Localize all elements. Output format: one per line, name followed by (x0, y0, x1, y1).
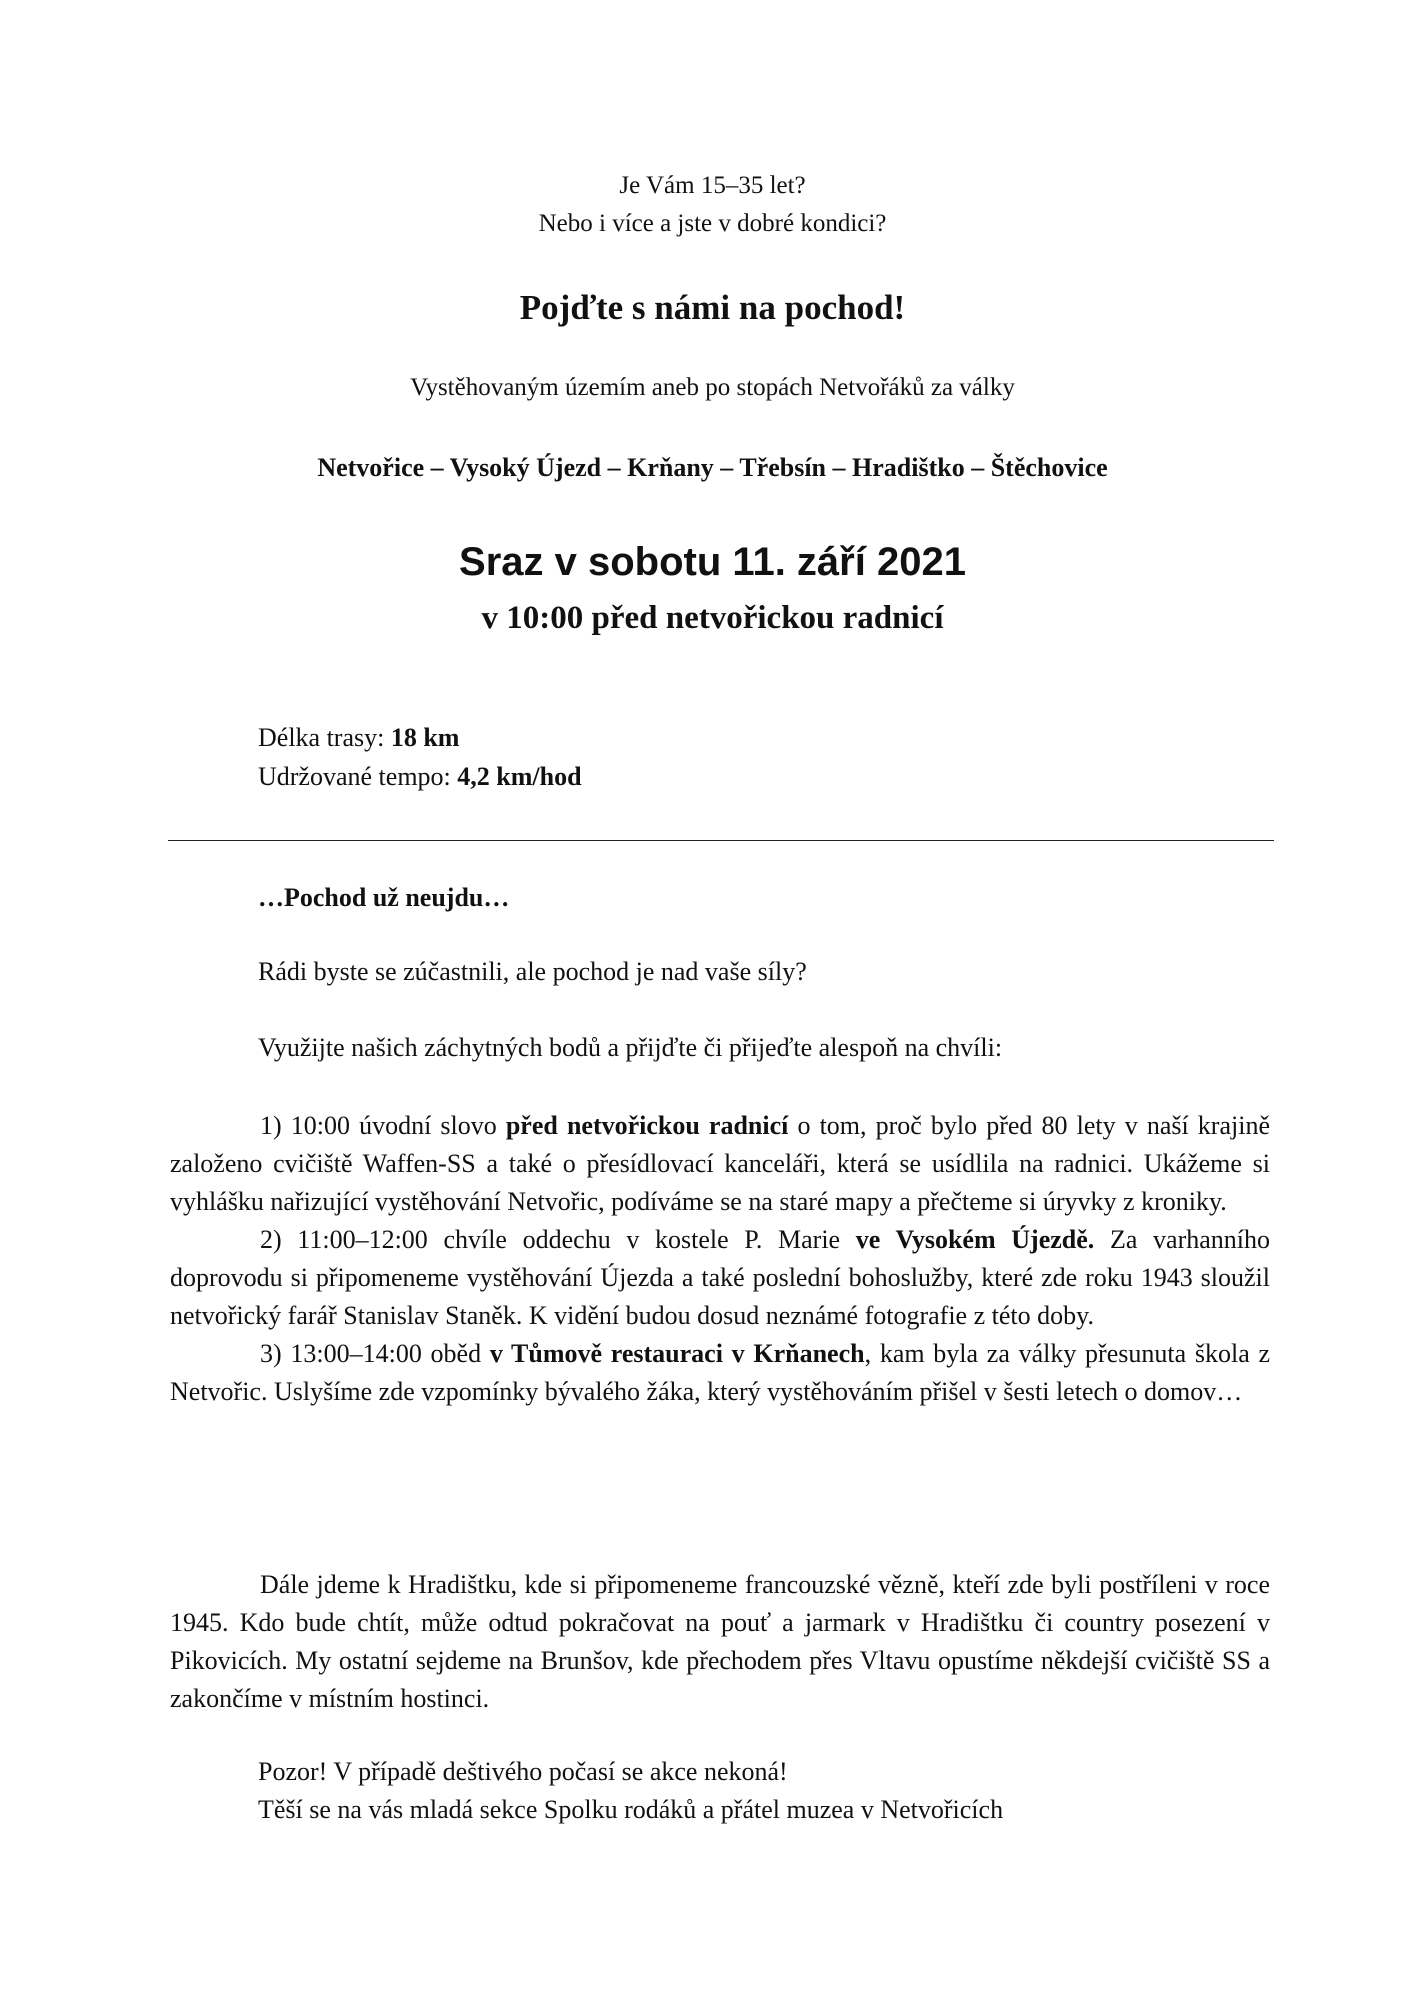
alt-question: Rádi byste se zúčastnili, ale pochod je nad vaše síly? (258, 957, 807, 986)
stops-list (170, 1107, 1270, 1411)
list-item: 2) 11:00–12:00 chvíle oddechu v kostele P. Marie ve Vysokém Újezdě. Za varhanního doprovodu si připomeneme vystěhování Újezda a také poslední bohoslužby, které zde roku 1943 sloužil netvořický farář Stanislav Staněk. K vidění budou dosud neznámé fotografie z této doby. (170, 1225, 1270, 1330)
trail-tempo-label: Udržované tempo: (258, 762, 451, 791)
continuation-paragraph: Dále jdeme k Hradištku, kde si připomeneme francouzské vězně, kteří zde byli postříleni v roce 1945. Kdo bude chtít, může odtud pokračovat na pouť a jarmark v Hradištku či country posezení v Pikovicích. My ostatní sejdeme na Brunšov, kde přechodem přes Vltavu opustíme někdejší cvičiště SS a zakončíme v místním hostinci. (170, 1570, 1270, 1713)
divider (168, 840, 1274, 841)
page-title: Pojďte s námi na pochod! (519, 288, 906, 327)
trail-length-value: 18 km (390, 723, 460, 752)
route-line: Netvořice – Vysoký Újezd – Krňany – Třebsín – Hradištko – Štěchovice (317, 453, 1108, 482)
subtitle: Vystěhovaným územím aneb po stopách Netvořáků za války (410, 374, 1015, 401)
signature: Těší se na vás mladá sekce Spolku rodáků a přátel muzea v Netvořicích (258, 1795, 1004, 1824)
list-item: 3) 13:00–14:00 oběd v Tůmově restauraci v Krňanech, kam byla za války přesunuta škola z Netvořic. Uslyšíme zde vzpomínky bývalého žáka, který vystěhováním přišel v šesti letech o domov… (170, 1339, 1270, 1406)
trail-length (258, 723, 459, 753)
intro-fitness-question: Nebo i více a jste v dobré kondici? (538, 210, 887, 237)
trail-tempo-value: 4,2 km/hod (457, 762, 582, 791)
trail-length-label: Délka trasy: (258, 723, 385, 752)
intro-age-question: Je Vám 15–35 let? (619, 172, 806, 199)
meeting-time-place: v 10:00 před netvořickou radnicí (481, 600, 944, 636)
trail-tempo (258, 762, 582, 792)
alt-invite: Využijte našich záchytných bodů a přijďte či přijeďte alespoň na chvíli: (258, 1033, 1003, 1062)
weather-warning: Pozor! V případě deštivého počasí se akce nekoná! (258, 1757, 788, 1786)
alt-heading: …Pochod už neujdu… (258, 883, 510, 912)
list-item: 1) 10:00 úvodní slovo před netvořickou radnicí o tom, proč bylo před 80 lety v naší krajině založeno cvičiště Waffen-SS a také o přesídlovací kanceláři, která se usídlila na radnici. Ukážeme si vyhlášku nařizující vystěhování Netvořic, podíváme se na staré mapy a přečteme si úryvky z kroniky. (170, 1111, 1270, 1216)
meeting-date: Sraz v sobotu 11. září 2021 (459, 540, 966, 584)
